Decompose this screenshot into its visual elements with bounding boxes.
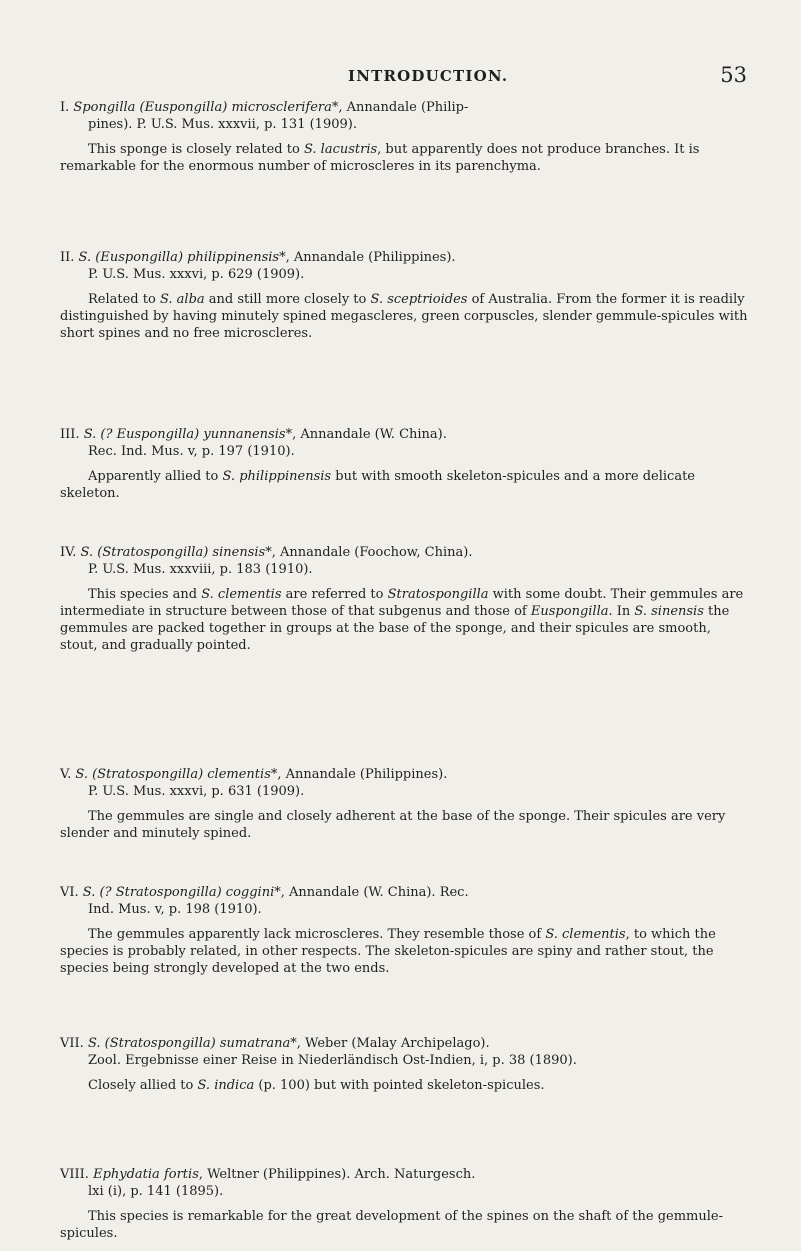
text-span: P. U.S. Mus. xxxvi, p. 629 (1909). (88, 266, 305, 282)
page-number: 53 (720, 63, 747, 87)
text-span: S. sceptrioides (370, 291, 468, 307)
text-span: VIII. (60, 1167, 89, 1182)
text-span: The gemmules apparently lack microscleres. They resemble those of (88, 926, 546, 942)
text-span: Zool. Ergebnisse einer Reise in Niederländisch Ost-Indien, i, p. 38 (1890). (88, 1052, 577, 1068)
entry-heading (60, 427, 750, 461)
entry-description (60, 1209, 750, 1243)
text-span: Spongilla (73, 100, 136, 115)
text-span: (Stratospongilla) (92, 767, 204, 782)
text-span: I. (60, 100, 70, 115)
text-span: Stratospongilla (387, 586, 489, 602)
text-span: S. sinensis (634, 603, 704, 619)
text-span: fortis (163, 1167, 199, 1182)
species-entry-2 (60, 250, 750, 343)
species-entry-4 (60, 545, 750, 654)
entry-description (60, 927, 750, 978)
text-span: II. (60, 250, 75, 265)
text-span: (Stratospongilla) (104, 1036, 216, 1051)
running-header (0, 63, 801, 89)
text-span: S. (80, 545, 94, 560)
text-span: *, Weber (Malay Archipelago). (290, 1036, 490, 1051)
text-span: (Euspongilla) (95, 250, 184, 265)
text-span: (? Euspongilla) (100, 427, 200, 442)
species-entry-6 (60, 885, 750, 978)
text-span: III. (60, 427, 80, 442)
text-span: Related to (88, 291, 160, 307)
text-span: philippinensis (187, 250, 280, 265)
text-span: sinensis (212, 545, 266, 560)
entry-heading (60, 250, 750, 284)
text-span: *, Annandale (Philip- (331, 100, 469, 115)
text-span: This sponge is closely related to (88, 141, 304, 157)
entry-description (60, 1078, 750, 1095)
text-span: IV. (60, 545, 77, 560)
text-span: P. U.S. Mus. xxxvi, p. 631 (1909). (88, 783, 305, 799)
species-entry-7 (60, 1036, 750, 1095)
species-entry-5 (60, 767, 750, 843)
species-entry-8 (60, 1167, 750, 1243)
entry-heading (60, 545, 750, 579)
text-span: , to which the species is probably related, in other respects. The skeleton-spicules are spiny and rather stout, the species being strongly developed at the two ends. (60, 926, 716, 976)
text-span: S. philippinensis (222, 468, 332, 484)
text-span: *, Annandale (W. China). Rec. (274, 885, 469, 900)
text-span: the gemmules are packed together in groups at the base of the sponge, and their spicules are smooth, stout, and gradually pointed. (60, 603, 730, 653)
text-span: clementis (207, 767, 271, 782)
text-span: sumatrana (219, 1036, 291, 1051)
text-span: S. clementis (201, 586, 282, 602)
text-span: *, Annandale (Foochow, China). (265, 545, 473, 560)
entry-heading (60, 767, 750, 801)
text-span: *, Annandale (Philippines). (270, 767, 448, 782)
entry-heading (60, 885, 750, 919)
species-entry-1 (60, 100, 750, 176)
text-span: (? Stratospongilla) (99, 885, 222, 900)
text-span: , Weltner (Philippines). Arch. Naturgesch. (198, 1167, 476, 1182)
text-span: VI. (60, 885, 79, 900)
entry-heading (60, 1167, 750, 1201)
text-span: coggini (225, 885, 275, 900)
entry-heading (60, 1036, 750, 1070)
text-span: *, Annandale (Philippines). (279, 250, 456, 265)
entry-description (60, 587, 750, 655)
text-span: (Euspongilla) (139, 100, 228, 115)
text-span: S. (87, 1036, 101, 1051)
text-span: (p. 100) but with pointed skeleton-spicules. (254, 1077, 545, 1093)
entry-heading (60, 100, 750, 134)
text-span: and still more closely to (204, 291, 371, 307)
text-span: S. (83, 427, 97, 442)
text-span: S. (75, 767, 88, 782)
text-span: microsclerifera (231, 100, 332, 115)
text-span: Euspongilla (530, 603, 609, 619)
entry-description (60, 142, 750, 176)
text-span: lxi (i), p. 141 (1895). (88, 1183, 224, 1199)
text-span: VII. (60, 1036, 84, 1051)
header-title: INTRODUCTION. (348, 67, 509, 85)
text-span: are referred to (281, 586, 388, 602)
text-span: but with smooth skeleton-spicules and a more delicate skeleton. (60, 468, 695, 501)
text-span: yunnanensis (203, 427, 286, 442)
text-span: S. (78, 250, 92, 265)
text-span: S. clementis (545, 926, 626, 942)
entry-description (60, 292, 750, 343)
text-span: Rec. Ind. Mus. v, p. 197 (1910). (88, 443, 295, 459)
text-span: with some doubt. Their gemmules are intermediate in structure between those of that subgenus and those of (60, 586, 744, 619)
text-span: . In (608, 603, 635, 619)
text-span: S. alba (159, 291, 205, 307)
text-span: This species is remarkable for the great development of the spines on the shaft of the gemmule-spicules. (60, 1208, 723, 1241)
text-span: (Stratospongilla) (97, 545, 209, 560)
text-span: of Australia. From the former it is readily distinguished by having minutely spined megascleres, green corpuscles, slender gemmule-spicules with short spines and no free microscleres. (60, 291, 748, 341)
text-span: V. (60, 767, 72, 782)
entry-description (60, 469, 750, 503)
species-entry-3 (60, 427, 750, 503)
text-span: , but apparently does not produce branches. It is remarkable for the enormous number of microscleres in its parenchyma. (60, 141, 700, 174)
text-span: The gemmules are single and closely adherent at the base of the sponge. Their spicules are very slender and minutely spined. (60, 808, 726, 841)
text-span: P. U.S. Mus. xxxviii, p. 183 (1910). (88, 561, 313, 577)
text-span: Closely allied to (88, 1077, 198, 1093)
text-span: Ephydatia (93, 1167, 160, 1182)
text-span: S. (82, 885, 96, 900)
text-span: S. indica (197, 1077, 255, 1093)
text-span: *, Annandale (W. China). (285, 427, 447, 442)
text-span: This species and (88, 586, 202, 602)
text-span: S. lacustris (303, 141, 378, 157)
entry-description (60, 809, 750, 843)
text-span: pines). P. U.S. Mus. xxxvii, p. 131 (1909). (88, 116, 357, 132)
text-span: Ind. Mus. v, p. 198 (1910). (88, 901, 262, 917)
text-span: Apparently allied to (88, 468, 223, 484)
